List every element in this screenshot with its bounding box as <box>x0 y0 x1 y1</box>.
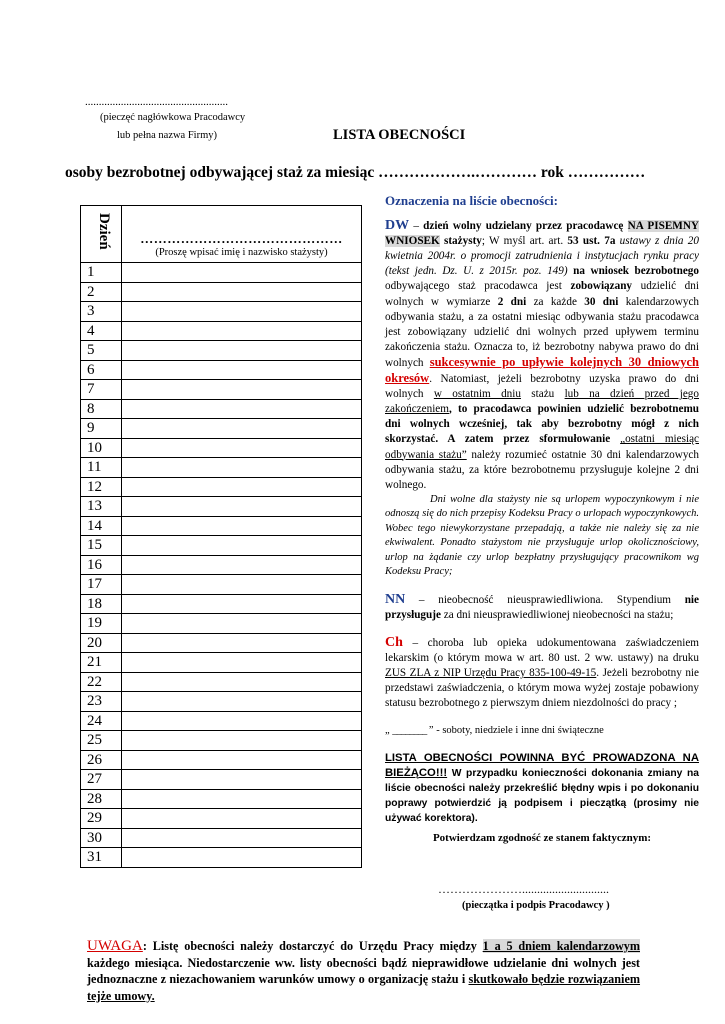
dw-text: . Natomiast, jeżeli bezrobotny uzyska prawo do dni wolnych <box>385 373 699 401</box>
day-header-cell <box>81 206 122 263</box>
table-row <box>81 516 362 536</box>
table-row <box>81 594 362 614</box>
stamp-label-line2: lub pełna nazwa Firmy) <box>117 130 218 141</box>
intern-name-hint: (Proszę wpisać imię i nazwisko stażysty) <box>155 247 328 258</box>
dw-text: – <box>409 220 424 233</box>
attendance-entry-cell[interactable] <box>122 594 362 614</box>
attendance-entry-cell[interactable] <box>122 477 362 497</box>
attendance-entry-cell[interactable] <box>122 750 362 770</box>
attendance-entry-cell[interactable] <box>122 536 362 556</box>
attendance-entry-cell[interactable] <box>122 438 362 458</box>
table-row <box>81 360 362 380</box>
day-number: 31 <box>81 848 122 868</box>
table-row <box>81 711 362 731</box>
dw-law-ref: ustawy z dnia 20 kwietnia 2004r. o promocji zatrudnienia i instytucjach rynku pracy (tekst jedn. Dz. U. z 2015r. poz. 149) <box>385 235 699 278</box>
dw-text: dzień wolny udzielany przez pracodawcę <box>423 220 628 233</box>
page-subtitle: osoby bezrobotnej odbywającej staż za miesiąc ……………….………… rok …………… <box>65 164 646 181</box>
dw-text: kalendarzowych odbywania stażu, a za ostatni miesiąc odbywania stażu pracodawca jest zobowiązany udzielić dni wolnych przed upływem terminu zakończenia stażu. Oznacza to, iż bezrobotny nabywa prawo do dni wolnych <box>385 295 700 369</box>
code-nn: NN <box>385 591 406 607</box>
legend-nn <box>385 592 699 623</box>
day-number: 10 <box>81 438 122 458</box>
dw-red-emphasis: sukcesywnie po upływie kolejnych 30 dniowych okresów <box>385 354 699 386</box>
attendance-entry-cell[interactable] <box>122 458 362 478</box>
day-number: 7 <box>81 380 122 400</box>
day-number: 1 <box>81 263 122 283</box>
ch-text: . Jeżeli bezrobotny nie przedstawi zaświadczenia, o którym mowa wyżej zostaje pobawiony statusu bezrobotnego z pierwszym dniem niezdolności do pracy ; <box>385 667 699 710</box>
nn-text: – nieobecność nieusprawiedliwiona. Stypendium <box>405 593 685 606</box>
nn-text: nie przysługuje <box>385 593 699 621</box>
dw-text: należy rozumieć ostatnie 30 dni kalendarzowych odbywania stażu, za które bezrobotnemu przysługuje kolejne 2 dni wolnego. <box>385 448 699 491</box>
table-row <box>81 731 362 751</box>
table-row <box>81 321 362 341</box>
dw-text: 30 dni <box>584 295 619 308</box>
signature-label: (pieczątka i podpis Pracodawcy ) <box>462 900 610 911</box>
day-column-header: Dzień <box>96 213 112 250</box>
dw-note: Dni wolne dla stażysty nie są urlopem wypoczynkowym i nie odnoszą się do nich przepisy Kodeksu Pracy o urlopach wypoczynkowych. Wobec tego niewykorzystane przepadają, a także nie należy się za nie ekwiwalent. Ponadto stażystom nie przysługuje urlop okolicznościowy, urlop na żądanie czy urlop bezpłatny przysługujący pracownikom wg Kodeksu Pracy; <box>385 493 699 578</box>
notice-caps: LISTA OBECNOŚCI POWINNA BYĆ PROWADZONA NA BIEŻĄCO!!! <box>385 751 699 779</box>
attendance-entry-cell[interactable] <box>122 321 362 341</box>
attendance-entry-cell[interactable] <box>122 575 362 595</box>
table-row <box>81 263 362 283</box>
table-header-row <box>81 206 362 263</box>
table-row <box>81 692 362 712</box>
attendance-entry-cell[interactable] <box>122 711 362 731</box>
day-number: 16 <box>81 555 122 575</box>
dw-text: wniosek bezrobotnego <box>590 265 699 278</box>
attendance-entry-cell[interactable] <box>122 828 362 848</box>
legend-ch <box>385 635 699 711</box>
stamp-label-line1: (pieczęć nagłówkowa Pracodawcy <box>100 112 246 123</box>
ch-underline: ZUS ZLA z NIP Urzędu Pracy 835-100-49-15 <box>385 667 597 680</box>
table-row <box>81 341 362 361</box>
day-number: 17 <box>81 575 122 595</box>
attendance-entry-cell[interactable] <box>122 360 362 380</box>
attendance-entry-cell[interactable] <box>122 341 362 361</box>
attendance-entry-cell[interactable] <box>122 672 362 692</box>
attendance-entry-cell[interactable] <box>122 633 362 653</box>
day-number: 20 <box>81 633 122 653</box>
day-number: 6 <box>81 360 122 380</box>
day-number: 4 <box>81 321 122 341</box>
attendance-table <box>80 205 362 868</box>
table-row <box>81 282 362 302</box>
day-number: 25 <box>81 731 122 751</box>
day-number: 23 <box>81 692 122 712</box>
warning-underline: skutkowało będzie rozwiązaniem tejże umowy. <box>87 972 641 1003</box>
table-row <box>81 380 362 400</box>
attendance-entry-cell[interactable] <box>122 731 362 751</box>
warning-highlight: 1 a 5 dniem kalendarzowym <box>482 939 640 953</box>
day-number: 27 <box>81 770 122 790</box>
dash-line: ________ <box>392 725 427 737</box>
day-number: 21 <box>81 653 122 673</box>
day-number: 5 <box>81 341 122 361</box>
page-title: LISTA OBECNOŚCI <box>333 127 466 143</box>
attendance-entry-cell[interactable] <box>122 848 362 868</box>
table-row <box>81 399 362 419</box>
intern-name-dots: ……………………………………… <box>140 231 343 246</box>
dw-text: za każde <box>526 295 585 308</box>
attendance-entry-cell[interactable] <box>122 419 362 439</box>
confirmation-label: Potwierdzam zgodność ze stanem faktycznym: <box>432 832 652 844</box>
legend-dw <box>385 218 699 493</box>
table-row <box>81 770 362 790</box>
table-row <box>81 419 362 439</box>
dw-underline: lub na dzień przed jego zakończeniem <box>385 388 699 416</box>
footer-warning <box>87 938 640 1004</box>
table-row <box>81 789 362 809</box>
table-row <box>81 536 362 556</box>
warning-head: UWAGA <box>87 938 143 954</box>
stamp-placeholder-dots: .................................................... <box>85 96 228 108</box>
dw-text: na <box>567 265 591 278</box>
signature-line[interactable]: …………………............................. <box>438 882 609 896</box>
day-number: 9 <box>81 419 122 439</box>
warning-text: każdego miesiąca. Niedostarczenie ww. listy obecności bądź nieprawidłowe udzielanie dni wolnych jest jednoznaczne z niezachowaniem warunków umowy o organizację stażu i <box>87 955 640 986</box>
table-row <box>81 750 362 770</box>
attendance-entry-cell[interactable] <box>122 282 362 302</box>
warning-text: : Listę obecności należy dostarczyć do Urzędu Pracy między <box>142 939 483 953</box>
table-row <box>81 614 362 634</box>
legend-section <box>385 193 699 826</box>
dash-text: ” - soboty, niedziele i inne dni świąteczne <box>428 725 604 737</box>
attendance-entry-cell[interactable] <box>122 614 362 634</box>
dw-text: stażu <box>520 388 565 401</box>
attendance-entry-cell[interactable] <box>122 263 362 283</box>
dw-text: 2 dni <box>497 295 527 308</box>
dw-underline: w ostatnim dniu <box>433 388 521 401</box>
dw-text: ; W myśl art. art. <box>481 235 568 248</box>
table-row <box>81 477 362 497</box>
day-number: 2 <box>81 282 122 302</box>
code-dw: DW <box>385 218 410 234</box>
table-row <box>81 497 362 517</box>
day-number: 3 <box>81 302 122 322</box>
day-number: 24 <box>81 711 122 731</box>
day-number: 15 <box>81 536 122 556</box>
legend-dash <box>385 723 699 738</box>
table-row <box>81 555 362 575</box>
dash-open: „ <box>385 725 390 737</box>
code-ch: Ch <box>385 634 403 650</box>
attendance-entry-cell[interactable] <box>122 380 362 400</box>
notice-block <box>385 751 699 826</box>
table-row <box>81 633 362 653</box>
attendance-entry-cell[interactable] <box>122 692 362 712</box>
ch-text: – choroba lub opieka udokumentowana zaświadczeniem lekarskim (o którym mowa w art. 80 ust. 2 ww. ustawy) na druku <box>385 636 699 665</box>
day-number: 18 <box>81 594 122 614</box>
day-number: 19 <box>81 614 122 634</box>
dw-text: , to pracodawca powinien udzielić bezrobotnemu dni wolnych wcześniej, tak aby bezrobotny mógł z nich skorzystać. A zatem przez sformułowanie <box>385 403 699 446</box>
attendance-entry-cell[interactable] <box>122 653 362 673</box>
dw-text: stażysty <box>439 235 482 248</box>
dw-text: udzielić dni wolnych w wymiarze <box>385 280 699 308</box>
table-row <box>81 438 362 458</box>
attendance-entry-cell[interactable] <box>122 809 362 829</box>
dw-text: zobowiązany <box>570 280 633 293</box>
attendance-entry-cell[interactable] <box>122 555 362 575</box>
legend-title: Oznaczenia na liście obecności: <box>385 193 558 208</box>
intern-name-cell[interactable] <box>122 206 362 263</box>
dw-text: 53 ust. 7a <box>567 235 616 248</box>
table-row <box>81 653 362 673</box>
dw-highlight: NA PISEMNY WNIOSEK <box>385 220 699 248</box>
day-number: 12 <box>81 477 122 497</box>
table-row <box>81 672 362 692</box>
table-row <box>81 458 362 478</box>
table-row <box>81 302 362 322</box>
attendance-entry-cell[interactable] <box>122 789 362 809</box>
dw-underline: „ostatni miesiąc odbywania stażu” <box>385 433 699 461</box>
notice-text: W przypadku konieczności dokonania zmiany na liście obecności należy przekreślić błędny wpis i po dokonaniu poprawy potwierdzić ją podpisem i pieczątką (prosimy nie używać korektora). <box>385 767 699 824</box>
attendance-entry-cell[interactable] <box>122 770 362 790</box>
attendance-entry-cell[interactable] <box>122 399 362 419</box>
day-number: 30 <box>81 828 122 848</box>
day-number: 22 <box>81 672 122 692</box>
table-row <box>81 575 362 595</box>
day-number: 29 <box>81 809 122 829</box>
table-row <box>81 828 362 848</box>
attendance-entry-cell[interactable] <box>122 302 362 322</box>
attendance-entry-cell[interactable] <box>122 497 362 517</box>
table-row <box>81 848 362 868</box>
attendance-entry-cell[interactable] <box>122 516 362 536</box>
table-row <box>81 809 362 829</box>
dw-text: odbywającego staż pracodawca jest <box>385 280 571 293</box>
day-number: 13 <box>81 497 122 517</box>
day-number: 28 <box>81 789 122 809</box>
nn-text: za dni nieusprawiedliwionej nieobecności na stażu; <box>440 608 674 621</box>
day-number: 8 <box>81 399 122 419</box>
day-number: 26 <box>81 750 122 770</box>
day-number: 14 <box>81 516 122 536</box>
day-number: 11 <box>81 458 122 478</box>
